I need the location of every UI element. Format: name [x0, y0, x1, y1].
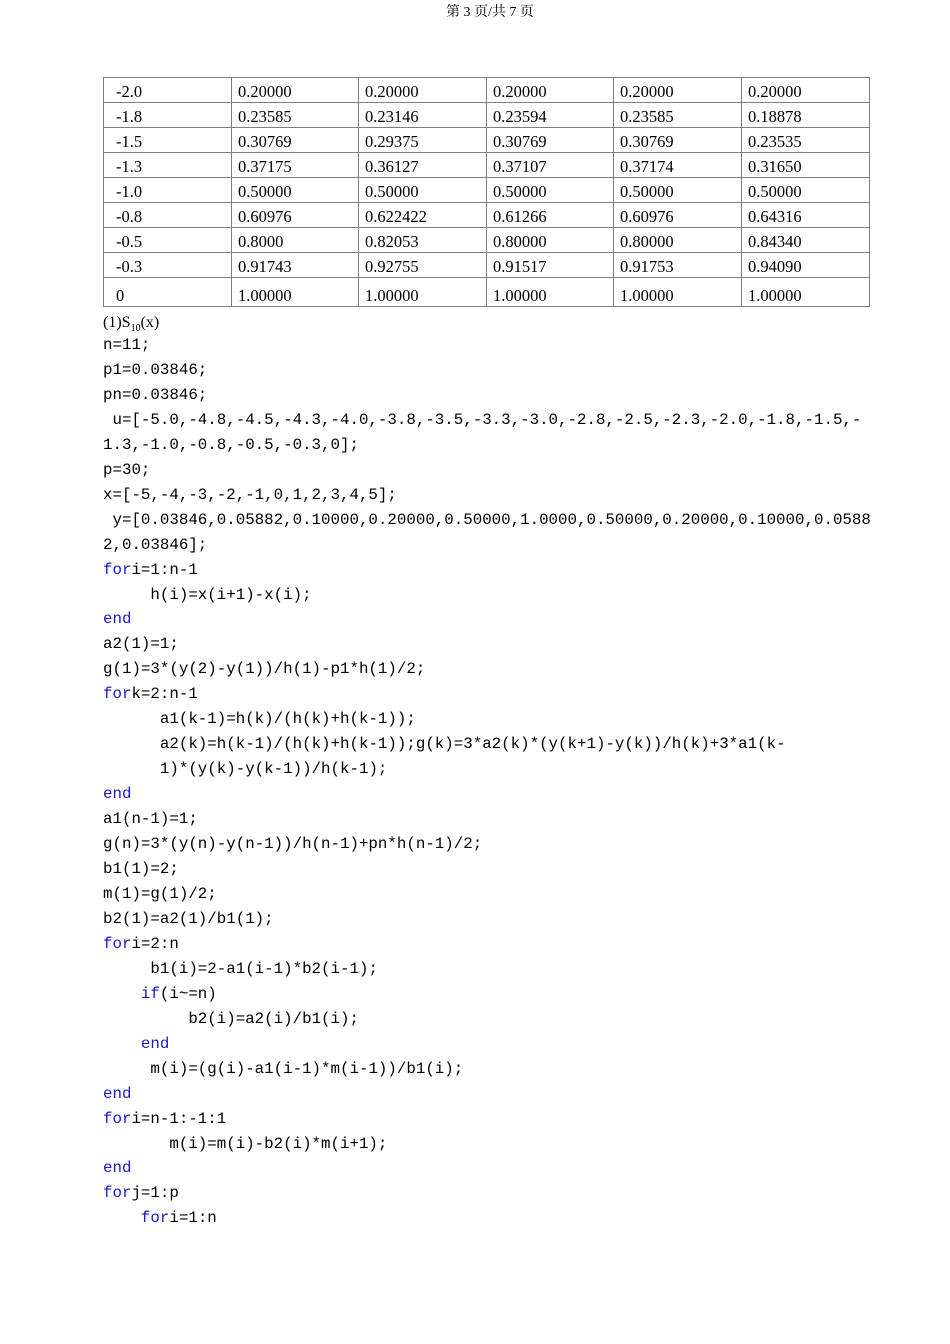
code-text: g(1)=3*(y(2)-y(1))/h(1)-p1*h(1)/2;: [103, 660, 426, 679]
table-cell-value: 0.50000: [359, 178, 487, 203]
code-listing: [103, 333, 878, 1231]
code-text: b2(1)=a2(1)/b1(1);: [103, 909, 274, 928]
code-line: [103, 1206, 878, 1231]
code-indent: [103, 1035, 141, 1053]
table-row: [104, 228, 870, 253]
code-line: [103, 882, 878, 907]
code-text: y=[0.03846,0.05882,0.10000,0.20000,0.50000,1.0000,0.50000,0.20000,0.10000,0.05882,0.03846];: [103, 510, 871, 554]
code-line: [103, 358, 878, 383]
code-line: [103, 1132, 878, 1157]
code-line: [103, 1007, 878, 1032]
table-cell-value: 0.84340: [742, 228, 870, 253]
code-text: i=1:n: [169, 1209, 217, 1228]
code-text: x=[-5,-4,-3,-2,-1,0,1,2,3,4,5];: [103, 485, 397, 504]
table-cell-x: -0.3: [104, 253, 232, 278]
code-keyword: for: [103, 1184, 132, 1203]
table-cell-value: 0.20000: [742, 78, 870, 103]
table-cell-value: 0.622422: [359, 203, 487, 228]
table-cell-value: 0.91517: [487, 253, 614, 278]
table-row: [104, 128, 870, 153]
code-text: b1(i)=2-a1(i-1)*b2(i-1);: [150, 959, 378, 978]
code-text: k=2:n-1: [131, 685, 198, 704]
table-cell-value: 0.30769: [614, 128, 742, 153]
table-cell-value: 0.94090: [742, 253, 870, 278]
code-line: [103, 782, 878, 807]
code-text: b1(1)=2;: [103, 860, 179, 879]
code-text: m(i)=m(i)-b2(i)*m(i+1);: [169, 1134, 388, 1153]
code-line: [103, 707, 878, 732]
table-cell-value: 1.00000: [614, 278, 742, 307]
table-cell-value: 0.30769: [232, 128, 359, 153]
code-line: [103, 583, 878, 608]
table-cell-value: 0.50000: [742, 178, 870, 203]
table-cell-value: 0.36127: [359, 153, 487, 178]
code-keyword: end: [103, 785, 132, 804]
code-indent: [103, 760, 160, 778]
table-cell-value: 0.23594: [487, 103, 614, 128]
table-cell-value: 1.00000: [742, 278, 870, 307]
table-cell-x: -0.8: [104, 203, 232, 228]
table-cell-value: 0.80000: [487, 228, 614, 253]
code-text: u=[-5.0,-4.8,-4.5,-4.3,-4.0,-3.8,-3.5,-3.3,-3.0,-2.8,-2.5,-2.3,-2.0,-1.8,-1.5,-1.3,-1.0,-0.8,-0.5,-0.3,0];: [103, 410, 862, 454]
table-cell-value: 0.80000: [614, 228, 742, 253]
table-cell-value: 0.23146: [359, 103, 487, 128]
table-cell-value: 0.23585: [614, 103, 742, 128]
code-keyword: for: [103, 934, 132, 953]
code-text: p1=0.03846;: [103, 360, 208, 379]
code-line: [103, 1181, 878, 1206]
code-indent: [103, 985, 141, 1003]
code-line: [103, 657, 878, 682]
code-indent: [103, 1060, 150, 1078]
section-label-suffix: (x): [140, 314, 160, 331]
code-line: [103, 383, 878, 408]
table-cell-value: 0.37175: [232, 153, 359, 178]
table-cell-x: -1.3: [104, 153, 232, 178]
table-cell-value: 0.29375: [359, 128, 487, 153]
code-keyword: end: [140, 1034, 170, 1053]
code-line: [103, 458, 878, 483]
table-cell-value: 0.18878: [742, 103, 870, 128]
table-cell-x: -0.5: [104, 228, 232, 253]
code-line: [103, 957, 878, 982]
code-indent: [103, 1135, 169, 1153]
code-text: 1)*(y(k)-y(k-1))/h(k-1);: [159, 760, 388, 779]
code-line: [103, 807, 878, 832]
code-text: j=1:p: [131, 1184, 179, 1203]
table-cell-value: 0.64316: [742, 203, 870, 228]
table-cell-value: 0.37107: [487, 153, 614, 178]
code-line: [103, 558, 878, 583]
code-keyword: for: [103, 560, 132, 579]
code-text: pn=0.03846;: [103, 385, 208, 404]
table-cell-value: 0.92755: [359, 253, 487, 278]
table-cell-value: 0.20000: [232, 78, 359, 103]
code-line: [103, 1057, 878, 1082]
table-cell-value: 0.37174: [614, 153, 742, 178]
table-cell-value: 1.00000: [487, 278, 614, 307]
code-text: m(1)=g(1)/2;: [103, 884, 217, 903]
table-cell-value: 0.50000: [487, 178, 614, 203]
table-cell-value: 0.50000: [232, 178, 359, 203]
table-row: [104, 78, 870, 103]
code-indent: [103, 710, 160, 728]
code-line: [103, 982, 878, 1007]
code-text: a2(k)=h(k-1)/(h(k)+h(k-1));g(k)=3*a2(k)*(y(k+1)-y(k))/h(k)+3*a1(k-: [159, 735, 786, 754]
table-row: [104, 278, 870, 307]
section-label-prefix: (1)S: [103, 314, 131, 331]
code-line: [103, 483, 878, 508]
table-row: [104, 103, 870, 128]
code-text: m(i)=(g(i)-a1(i-1)*m(i-1))/b1(i);: [150, 1059, 464, 1078]
table-cell-value: 0.20000: [614, 78, 742, 103]
code-line: [103, 1082, 878, 1107]
code-keyword: end: [103, 610, 132, 629]
table-cell-value: 0.8000: [232, 228, 359, 253]
code-text: h(i)=x(i+1)-x(i);: [150, 585, 312, 604]
table-cell-value: 0.50000: [614, 178, 742, 203]
code-text: a1(k-1)=h(k)/(h(k)+h(k-1));: [159, 710, 416, 729]
table-cell-value: 0.23535: [742, 128, 870, 153]
table-cell-value: 1.00000: [232, 278, 359, 307]
code-text: g(n)=3*(y(n)-y(n-1))/h(n-1)+pn*h(n-1)/2;: [103, 835, 483, 854]
table-cell-value: 0.31650: [742, 153, 870, 178]
table-cell-x: -2.0: [104, 78, 232, 103]
table-cell-x: -1.0: [104, 178, 232, 203]
code-line: [103, 857, 878, 882]
code-line: [103, 508, 878, 558]
code-line: [103, 832, 878, 857]
code-keyword: for: [103, 1109, 132, 1128]
code-text: n=11;: [103, 336, 151, 354]
code-text: p=30;: [103, 460, 151, 479]
table-cell-value: 0.30769: [487, 128, 614, 153]
table-cell-value: 0.91753: [614, 253, 742, 278]
table-row: [104, 153, 870, 178]
table-cell-value: 0.61266: [487, 203, 614, 228]
table-row: [104, 253, 870, 278]
code-line: [103, 333, 878, 358]
code-keyword: for: [103, 685, 132, 704]
table-cell-value: 0.60976: [614, 203, 742, 228]
code-keyword: end: [103, 1159, 132, 1178]
code-text: i=2:n: [131, 934, 179, 953]
code-text: i=1:n-1: [131, 560, 198, 579]
table-cell-x: 0: [104, 278, 232, 307]
code-indent: [103, 960, 150, 978]
code-line: [103, 408, 878, 458]
code-line: [103, 932, 878, 957]
code-keyword: end: [103, 1084, 132, 1103]
code-keyword: for: [140, 1209, 170, 1228]
code-text: a1(n-1)=1;: [103, 810, 198, 829]
table-cell-value: 0.60976: [232, 203, 359, 228]
table-cell-value: 0.82053: [359, 228, 487, 253]
section-label: [103, 314, 159, 334]
table-cell-value: 1.00000: [359, 278, 487, 307]
table-cell-x: -1.5: [104, 128, 232, 153]
table-cell-value: 0.91743: [232, 253, 359, 278]
table-cell-value: 0.20000: [487, 78, 614, 103]
code-indent: [103, 1209, 141, 1227]
code-line: [103, 907, 878, 932]
data-table: [103, 77, 870, 307]
code-keyword: if: [140, 984, 160, 1003]
table-row: [104, 203, 870, 228]
code-line: [103, 607, 878, 632]
code-text: (i~=n): [159, 984, 217, 1003]
code-text: i=n-1:-1:1: [131, 1109, 227, 1128]
code-indent: [103, 735, 160, 753]
section-label-subscript: 10: [130, 323, 141, 335]
code-line: [103, 732, 878, 757]
code-line: [103, 682, 878, 707]
page-header: 第 3 页/共 7 页: [446, 5, 534, 20]
table-row: [104, 178, 870, 203]
table-cell-value: 0.23585: [232, 103, 359, 128]
code-indent: [103, 1010, 188, 1028]
table-cell-x: -1.8: [104, 103, 232, 128]
code-line: [103, 1032, 878, 1057]
code-line: [103, 632, 878, 657]
code-indent: [103, 586, 150, 604]
code-text: a2(1)=1;: [103, 635, 179, 654]
code-text: b2(i)=a2(i)/b1(i);: [188, 1009, 359, 1028]
code-line: [103, 1156, 878, 1181]
code-line: [103, 757, 878, 782]
table-cell-value: 0.20000: [359, 78, 487, 103]
code-line: [103, 1107, 878, 1132]
